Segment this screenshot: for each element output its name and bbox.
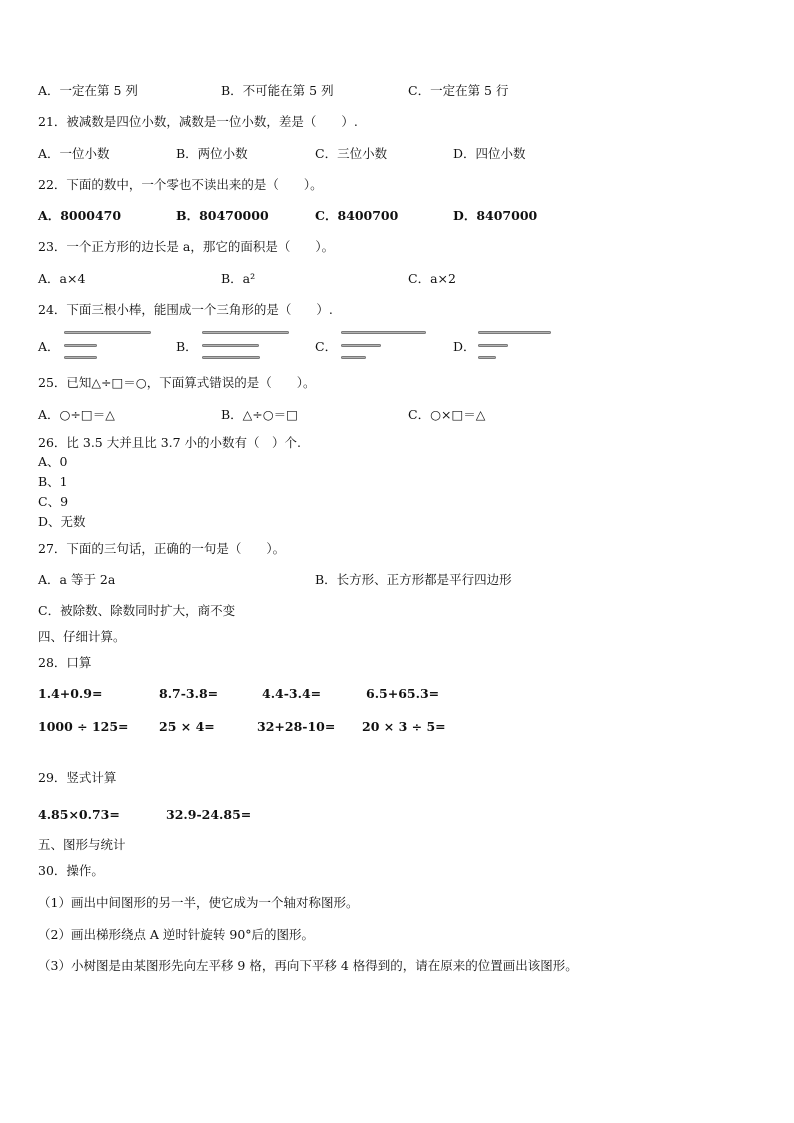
stick bbox=[478, 356, 496, 359]
option-d: D、无数 bbox=[38, 514, 86, 529]
calc-item: 8.7-3.8= bbox=[159, 686, 219, 701]
option-a: A．一位小数 bbox=[38, 146, 110, 161]
calc-item: 32.9-24.85= bbox=[166, 807, 252, 822]
option-b: B．两位小数 bbox=[176, 146, 248, 161]
calc-item: 4.4-3.4= bbox=[262, 686, 322, 701]
calc-item: 1000 ÷ 125= bbox=[38, 719, 129, 734]
question-23: 23．一个正方形的边长是 a，那它的面积是（ ）。 bbox=[38, 239, 335, 254]
calc-item: 4.85×0.73= bbox=[38, 807, 120, 822]
stick bbox=[341, 344, 381, 347]
section-heading: 四、仔细计算。 bbox=[38, 629, 126, 644]
stick bbox=[202, 331, 289, 334]
option-a: A．a 等于 2a bbox=[38, 572, 116, 587]
sub-question: （1）画出中间图形的另一半，使它成为一个轴对称图形。 bbox=[38, 895, 359, 910]
option-b: B、1 bbox=[38, 474, 68, 489]
option-a: A．一定在第 5 列 bbox=[38, 83, 138, 98]
stick bbox=[478, 344, 508, 347]
stick bbox=[64, 344, 97, 347]
question-25: 25．已知△÷□＝○，下面算式错误的是（ ）。 bbox=[38, 375, 316, 390]
option-c: C．a×2 bbox=[408, 271, 456, 286]
option-d: D．8407000 bbox=[453, 208, 538, 223]
question-28: 28．口算 bbox=[38, 655, 92, 670]
option-b: B．80470000 bbox=[176, 208, 269, 223]
option-b: B． bbox=[176, 339, 198, 354]
section-heading: 五、图形与统计 bbox=[38, 837, 126, 852]
stick bbox=[64, 331, 151, 334]
calc-item: 1.4+0.9= bbox=[38, 686, 103, 701]
stick bbox=[478, 331, 551, 334]
question-30: 30．操作。 bbox=[38, 863, 104, 878]
option-c: C、9 bbox=[38, 494, 69, 509]
option-a: A．8000470 bbox=[38, 208, 122, 223]
sub-question: （3）小树图是由某图形先向左平移 9 格，再向下平移 4 格得到的，请在原来的位置画出该图形。 bbox=[38, 958, 578, 973]
calc-item: 25 × 4= bbox=[159, 719, 215, 734]
option-a: A．a×4 bbox=[38, 271, 86, 286]
option-c: C．8400700 bbox=[315, 208, 399, 223]
calc-item: 6.5+65.3= bbox=[366, 686, 440, 701]
question-26: 26．比 3.5 大并且比 3.7 小的小数有（ ）个. bbox=[38, 435, 302, 450]
stick bbox=[341, 356, 366, 359]
stick bbox=[202, 356, 260, 359]
option-d: D．四位小数 bbox=[453, 146, 526, 161]
option-b: B．△÷○＝□ bbox=[221, 407, 298, 422]
option-b: B．不可能在第 5 列 bbox=[221, 83, 334, 98]
option-c: C．三位小数 bbox=[315, 146, 388, 161]
question-24: 24．下面三根小棒，能围成一个三角形的是（ ）. bbox=[38, 302, 333, 317]
question-29: 29．竖式计算 bbox=[38, 770, 117, 785]
stick bbox=[341, 331, 426, 334]
option-c: C．被除数、除数同时扩大，商不变 bbox=[38, 603, 236, 618]
option-c: C．○×□＝△ bbox=[408, 407, 486, 422]
stick bbox=[64, 356, 97, 359]
option-c: C．一定在第 5 行 bbox=[408, 83, 509, 98]
option-a: A、0 bbox=[38, 454, 68, 469]
option-a: A． bbox=[38, 339, 60, 354]
option-b: B．a² bbox=[221, 271, 256, 286]
question-27: 27．下面的三句话，正确的一句是（ ）。 bbox=[38, 541, 286, 556]
question-22: 22．下面的数中，一个零也不读出来的是（ ）。 bbox=[38, 177, 323, 192]
question-21: 21．被减数是四位小数，减数是一位小数，差是（ ）. bbox=[38, 114, 358, 129]
option-c: C． bbox=[315, 339, 338, 354]
option-a: A．○÷□＝△ bbox=[38, 407, 115, 422]
option-b: B．长方形、正方形都是平行四边形 bbox=[315, 572, 512, 587]
calc-item: 20 × 3 ÷ 5= bbox=[362, 719, 446, 734]
stick bbox=[202, 344, 259, 347]
sub-question: （2）画出梯形绕点 A 逆时针旋转 90°后的图形。 bbox=[38, 927, 315, 942]
calc-item: 32+28-10= bbox=[257, 719, 336, 734]
option-d: D． bbox=[453, 339, 476, 354]
